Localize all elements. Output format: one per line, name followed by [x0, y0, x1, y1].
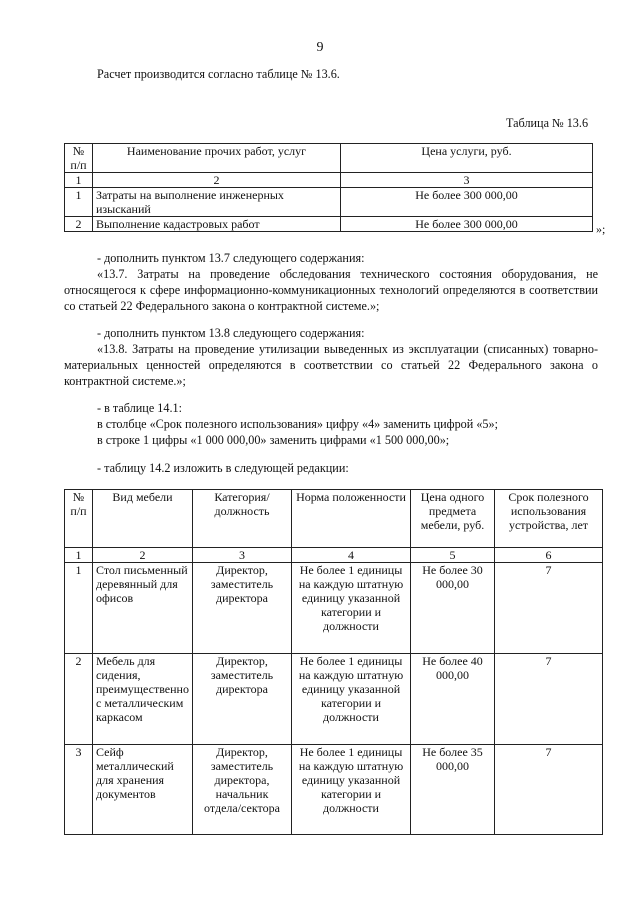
row-number: 1 [65, 188, 93, 217]
para1-intro: - дополнить пунктом 13.7 следующего содержания: [97, 251, 365, 265]
numbering-cell: 1 [65, 548, 93, 563]
table-row [65, 217, 593, 232]
header-cell: № п/п [65, 144, 93, 173]
service-price: Не более 300 000,00 [341, 188, 593, 217]
header-cell: № п/п [65, 490, 93, 548]
unit-price: Не более 40 000,00 [411, 654, 495, 745]
numbering-cell: 6 [495, 548, 603, 563]
header-cell: Цена услуги, руб. [341, 144, 593, 173]
numbering-cell: 4 [292, 548, 411, 563]
numbering-cell: 2 [93, 173, 341, 188]
table-header-row [65, 490, 603, 548]
para2-text: «13.8. Затраты на проведение утилизации выведенных из эксплуатации (списанных) товарно-материальных ценностей определяются в соответствии со статьей 22 Федерального закона о контрактной системе.»; [64, 342, 598, 388]
table-13-6 [64, 143, 593, 232]
furniture-type: Сейф металлический для хранения документов [93, 745, 193, 835]
header-cell: Срок полезного использования устройства, лет [495, 490, 603, 548]
useful-life: 7 [495, 745, 603, 835]
unit-price: Не более 35 000,00 [411, 745, 495, 835]
numbering-row [65, 548, 603, 563]
numbering-cell: 5 [411, 548, 495, 563]
allowance-norm: Не более 1 единицы на каждую штатную единицу указанной категории и должности [292, 654, 411, 745]
furniture-type: Стол письменный деревянный для офисов [93, 563, 193, 654]
row-number: 2 [65, 217, 93, 232]
para2-intro: - дополнить пунктом 13.8 следующего содержания: [97, 326, 365, 340]
page-number: 9 [316, 40, 324, 55]
header-cell: Категория/ должность [193, 490, 292, 548]
para3-line1: в столбце «Срок полезного использования» цифру «4» заменить цифрой «5»; [97, 417, 498, 431]
allowance-norm: Не более 1 единицы на каждую штатную единицу указанной категории и должности [292, 745, 411, 835]
useful-life: 7 [495, 563, 603, 654]
furniture-type: Мебель для сидения, преимущественно с металлическим каркасом [93, 654, 193, 745]
table-row [65, 188, 593, 217]
header-cell: Наименование прочих работ, услуг [93, 144, 341, 173]
row-number: 2 [65, 654, 93, 745]
unit-price: Не более 30 000,00 [411, 563, 495, 654]
para3-intro: - в таблице 14.1: [97, 401, 182, 415]
header-cell: Норма положенности [292, 490, 411, 548]
numbering-row [65, 173, 593, 188]
table-header-row [65, 144, 593, 173]
category-position: Директор, заместитель директора [193, 654, 292, 745]
allowance-norm: Не более 1 единицы на каждую штатную единицу указанной категории и должности [292, 563, 411, 654]
para4-intro: - таблицу 14.2 изложить в следующей редакции: [97, 461, 349, 475]
para3-line2: в строке 1 цифры «1 000 000,00» заменить цифрами «1 500 000,00»; [97, 433, 450, 447]
para1-text: «13.7. Затраты на проведение обследования технического состояния оборудования, не относящегося к сфере информационно-коммуникационных технологий определяются в соответствии со статьей 22 Федерального закона о контрактной системе.»; [64, 267, 598, 313]
table-row [65, 654, 603, 745]
header-cell: Цена одного предмета мебели, руб. [411, 490, 495, 548]
service-price: Не более 300 000,00 [341, 217, 593, 232]
header-cell: Вид мебели [93, 490, 193, 548]
table1-closing-quote: »; [596, 222, 606, 236]
numbering-cell: 1 [65, 173, 93, 188]
row-number: 1 [65, 563, 93, 654]
work-name: Затраты на выполнение инженерных изысканий [93, 188, 341, 217]
table1-caption: Таблица № 13.6 [506, 116, 589, 130]
numbering-cell: 3 [341, 173, 593, 188]
table-row [65, 745, 603, 835]
table-14-2 [64, 489, 603, 835]
intro-text: Расчет производится согласно таблице № 13.6. [97, 67, 340, 81]
work-name: Выполнение кадастровых работ [93, 217, 341, 232]
category-position: Директор, заместитель директора [193, 563, 292, 654]
numbering-cell: 2 [93, 548, 193, 563]
table-row [65, 563, 603, 654]
numbering-cell: 3 [193, 548, 292, 563]
useful-life: 7 [495, 654, 603, 745]
category-position: Директор, заместитель директора, начальник отдела/сектора [193, 745, 292, 835]
row-number: 3 [65, 745, 93, 835]
